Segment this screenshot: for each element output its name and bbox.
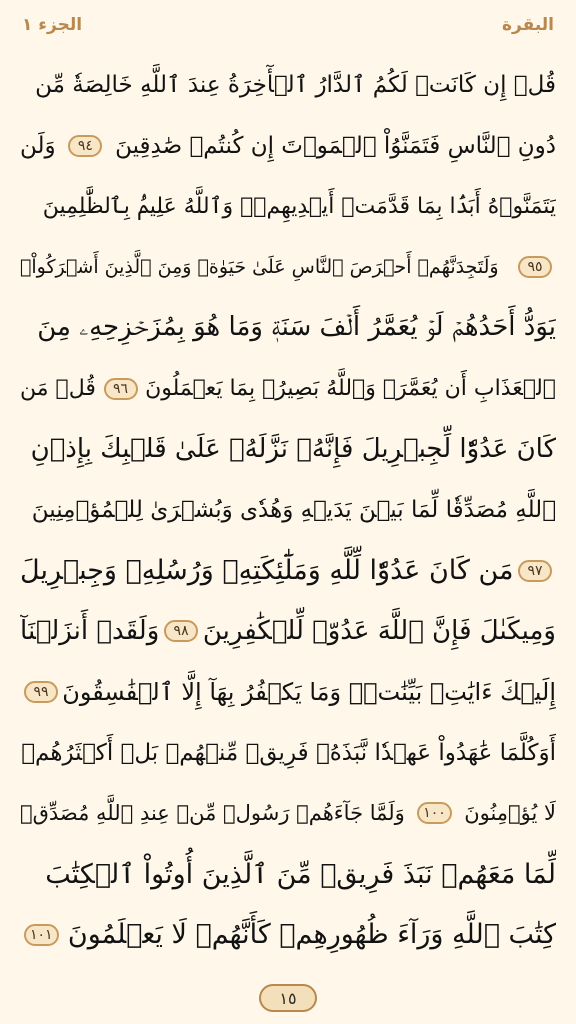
verse-text: دُونِ ٱلنَّاسِ فَتَمَنَّوُاْ ٱلۡمَوۡتَ إِن كُنتُمۡ صَٰدِقِينَ	[115, 132, 556, 159]
text-line	[20, 601, 556, 661]
verse-text: وَلَقَدۡ أَنزَلۡنَآ	[20, 616, 160, 647]
text-line	[20, 480, 556, 540]
text-line	[20, 783, 556, 843]
verse-text: وَمِيكَىٰلَ فَإِنَّ ٱللَّهَ عَدُوّٞ لِّلۡكَٰفِرِينَ	[202, 616, 556, 647]
ayah-number-marker: ٩٦	[104, 378, 138, 400]
verse-text: مَن كَانَ عَدُوّٗا لِّلَّهِ وَمَلَٰٓئِكَتِهِۦ وَرُسُلِهِۦ وَجِبۡرِيلَ	[20, 555, 514, 587]
text-line	[20, 298, 556, 358]
ayah-number-marker: ٩٤	[68, 135, 102, 157]
text-line	[20, 237, 556, 297]
verse-text: لِّمَا مَعَهُمۡ نَبَذَ فَرِيقٞ مِّنَ ٱلَّذِينَ أُوتُواْ ٱلۡكِتَٰبَ	[45, 858, 556, 890]
text-line	[20, 116, 556, 176]
ayah-number-marker: ١٠١	[24, 924, 59, 946]
verse-text: أَوَكُلَّمَا عَٰهَدُواْ عَهۡدٗا نَّبَذَهُۥ فَرِيقٞ مِّنۡهُمۚ بَلۡ أَكۡثَرُهُمۡ	[21, 739, 556, 766]
verse-text: لَا يُؤۡمِنُونَ	[464, 801, 556, 826]
page-number: ١٥	[259, 984, 317, 1012]
ayah-number-marker: ٩٧	[518, 560, 552, 582]
ayah-number-marker: ٩٥	[518, 256, 552, 278]
verse-text: كِتَٰبَ ٱللَّهِ وَرَآءَ ظُهُورِهِمۡ كَأَنَّهُمۡ لَا يَعۡلَمُونَ	[67, 919, 556, 951]
verse-text: يَوَدُّ أَحَدُهُمۡ لَوۡ يُعَمَّرُ أَلۡفَ سَنَةٖ وَمَا هُوَ بِمُزَحۡزِحِهِۦ مِنَ	[37, 312, 556, 343]
text-line	[20, 419, 556, 479]
page-header	[22, 10, 554, 40]
verse-text: ٱللَّهِ مُصَدِّقٗا لِّمَا بَيۡنَ يَدَيۡهِ وَهُدٗى وَبُشۡرَىٰ لِلۡمُؤۡمِنِينَ	[31, 496, 556, 523]
verse-text: إِلَيۡكَ ءَايَٰتِۭ بَيِّنَٰتٖۖ وَمَا يَكۡفُرُ بِهَآ إِلَّا ٱلۡفَٰسِقُونَ	[62, 678, 556, 707]
text-line	[20, 55, 556, 115]
verse-text: يَتَمَنَّوۡهُ أَبَدَۢا بِمَا قَدَّمَتۡ أَيۡدِيهِمۡۚ وَٱللَّهُ عَلِيمُۢ بِٱلظَّٰلِمِينَ	[42, 193, 556, 219]
page-footer	[0, 984, 576, 1012]
text-line	[20, 176, 556, 236]
verse-text: كَانَ عَدُوّٗا لِّجِبۡرِيلَ فَإِنَّهُۥ نَزَّلَهُۥ عَلَىٰ قَلۡبِكَ بِإِذۡنِ	[30, 434, 556, 465]
quran-text	[20, 55, 556, 965]
text-line	[20, 541, 556, 601]
verse-text: قُلۡ إِن كَانَتۡ لَكُمُ ٱلدَّارُ ٱلۡأٓخِرَةُ عِندَ ٱللَّهِ خَالِصَةٗ مِّن	[35, 72, 556, 98]
verse-text: وَلَتَجِدَنَّهُمۡ أَحۡرَصَ ٱلنَّاسِ عَلَىٰ حَيَوٰةٖ وَمِنَ ٱلَّذِينَ أَشۡرَكُواْۚ	[20, 256, 499, 279]
verse-text: قُلۡ مَن	[20, 376, 96, 402]
surah-label: البقرة	[502, 15, 554, 35]
text-line	[20, 359, 556, 419]
ayah-number-marker: ١٠٠	[417, 802, 452, 824]
text-line	[20, 723, 556, 783]
text-line	[20, 844, 556, 904]
juz-label: الجزء ١	[22, 15, 83, 35]
text-line	[20, 662, 556, 722]
text-line	[20, 905, 556, 965]
verse-text: ٱلۡعَذَابِ أَن يُعَمَّرَۗ وَٱللَّهُ بَصِيرُۢ بِمَا يَعۡمَلُونَ	[145, 376, 556, 402]
ayah-number-marker: ٩٨	[164, 620, 198, 642]
verse-text: وَلَمَّا جَآءَهُمۡ رَسُولٞ مِّنۡ عِندِ ٱللَّهِ مُصَدِّقٞ	[20, 801, 405, 826]
ayah-number-marker: ٩٩	[24, 681, 58, 703]
verse-text: وَلَن	[20, 132, 56, 159]
